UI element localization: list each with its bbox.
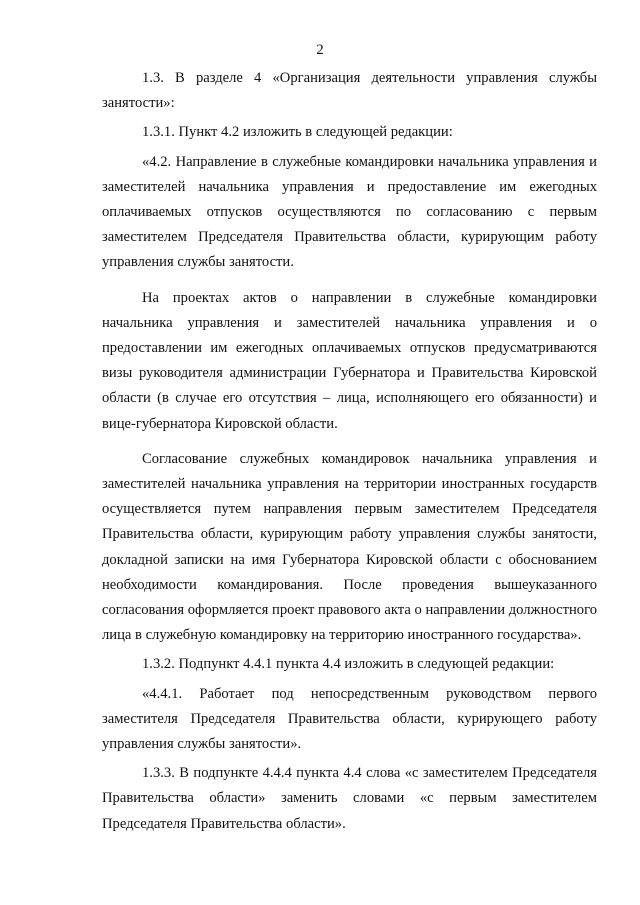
paragraph-foreign-trips: Согласование служебных командировок начальника управления и заместителей начальника управления на территории иностранных государств осуществляется путем направления первым заместителем Председателя Правительства области, курирующим работу управления службы занятости, докладной записки на имя Губернатора Кировской области с обоснованием необходимости командирования. После проведения вышеуказанного согласования оформляется проект правового акта о направлении должностного лица в служебную командировку на территорию иностранного государства». — [102, 450, 597, 644]
paragraph-item-1-3-1: 1.3.1. Пункт 4.2 изложить в следующей редакции: — [142, 124, 453, 141]
document-body — [102, 66, 597, 837]
paragraph-visas: На проектах актов о направлении в служебные командировки начальника управления и заместителей начальника управления и о предоставлении им ежегодных оплачиваемых отпусков предусматриваются визы руководителя администрации Губернатора и Правительства Кировской области (в случае его отсутствия – лица, исполняющего его обязанности) и вице-губернатора Кировской области. — [102, 289, 597, 432]
paragraph-item-1-3-2: 1.3.2. Подпункт 4.4.1 пункта 4.4 изложить в следующей редакции: — [142, 656, 555, 673]
page-number: 2 — [316, 42, 324, 58]
paragraph-clause-4-4-1: «4.4.1. Работает под непосредственным руководством первого заместителя Председателя Правительства области, курирующего работу управления службы занятости». — [102, 685, 597, 753]
paragraph-section-1-3: 1.3. В разделе 4 «Организация деятельности управления службы занятости»: — [102, 70, 597, 112]
paragraph-item-1-3-3: 1.3.3. В подпункте 4.4.4 пункта 4.4 слова «с заместителем Председателя Правительства области» заменить словами «с первым заместителем Председателя Правительства области». — [102, 765, 597, 832]
paragraph-clause-4-2: «4.2. Направление в служебные командировки начальника управления и заместителей начальника управления и предоставление им ежегодных оплачиваемых отпусков осуществляются по согласованию с первым заместителем Председателя Правительства области, курирующим работу управления службы занятости. — [102, 153, 597, 271]
